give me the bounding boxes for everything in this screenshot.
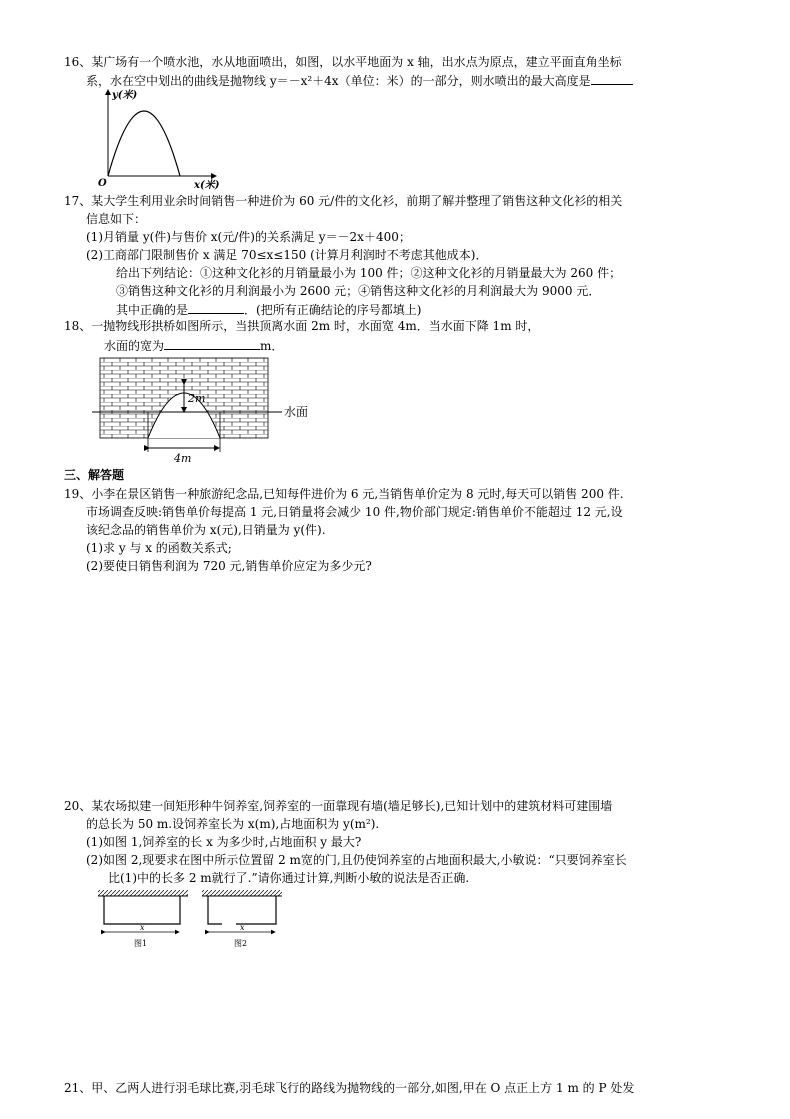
q17-answer-suffix: ．(把所有正确结论的序号都填上) <box>244 303 422 317</box>
q18-height-label: 2m <box>188 392 206 405</box>
q16-line2-text: 系，水在空中划出的曲线是抛物线 y＝－x²＋4x（单位：米）的一部分，则水喷出的最大高度是 <box>86 74 591 88</box>
q18-bridge-figure <box>92 354 322 466</box>
q19-line2: 市场调查反映:销售单价每提高 1 元,日销量将会减少 10 件,物价部门规定:销售单价不能超过 12 元,设 <box>86 505 623 519</box>
q17-answer-prefix: 其中正确的是 <box>116 303 189 317</box>
q17-line1: 17、某大学生利用业余时间销售一种进价为 60 元/件的文化衫，前期了解并整理了销售这种文化衫的相关 <box>64 194 623 208</box>
q17-answer-blank <box>188 301 244 314</box>
q18-line2-prefix: 水面的宽为 <box>104 339 165 353</box>
section-heading-solutions: 三、解答题 <box>64 468 125 482</box>
q20-fig2-wall <box>202 890 282 896</box>
q20-fig1-wall <box>98 890 188 896</box>
q20-fig2-x-label: x <box>240 923 245 932</box>
q20-fig1-enclosure <box>104 896 180 924</box>
q20-figure1 <box>96 886 192 950</box>
q19-part1: (1)求 y 与 x 的函数关系式; <box>86 541 232 555</box>
q18-answer-blank <box>164 337 260 350</box>
q18-line1: 18、一抛物线形拱桥如图所示，当拱顶离水面 2m 时，水面宽 4m．当水面下降 1m 时， <box>64 319 540 333</box>
q20-fig2-caption: 图2 <box>234 939 248 948</box>
q20-part1: (1)如图 1,饲养室的长 x 为多少时,占地面积 y 最大? <box>86 835 362 849</box>
q20-fig2-enclosure <box>208 896 276 924</box>
q19-part2: (2)要使日销售利润为 720 元,销售单价应定为多少元? <box>86 559 372 573</box>
q18-line2-suffix: m． <box>260 339 284 353</box>
q21-line1: 21、甲、乙两人进行羽毛球比赛,羽毛球飞行的路线为抛物线的一部分,如图,甲在 O 点正上方 1 m 的 P 处发 <box>64 1081 635 1095</box>
q20-fig1-x-label: x <box>140 923 145 932</box>
q18-water-label: 水面 <box>284 405 309 419</box>
q16-x-label: x(米) <box>194 180 220 191</box>
q17-line2: 信息如下： <box>86 212 147 226</box>
q16-origin-label: O <box>98 178 107 189</box>
q17-condition2: (2)工商部门限制售价 x 满足 70≤x≤150 (计算月利润时不考虑其他成本)． <box>86 248 488 262</box>
q19-line1: 19、小李在景区销售一种旅游纪念品,已知每件进价为 6 元,当销售单价定为 8 元时,每天可以销售 200 件. <box>64 487 624 501</box>
q20-line1: 20、某农场拟建一间矩形种牛饲养室,饲养室的一面靠现有墙(墙足够长),已知计划中的建筑材料可建围墙 <box>64 799 613 813</box>
q17-conclusions-2: ③销售这种文化衫的月利润最小为 2600 元；④销售这种文化衫的月利润最大为 9000 元． <box>116 284 601 298</box>
q20-part2-line2: 比(1)中的长多 2 m就行了.”请你通过计算,判断小敏的说法是否正确. <box>108 871 470 885</box>
q17-answer-line <box>116 301 421 318</box>
q16-parabola-figure <box>96 86 222 192</box>
q18-width-label: 4m <box>174 452 192 465</box>
q19-line3: 该纪念品的销售单价为 x(元),日销量为 y(件). <box>86 523 326 537</box>
q16-water-curve <box>108 111 180 176</box>
q20-fig1-caption: 图1 <box>134 939 148 948</box>
q20-figure2 <box>200 886 290 950</box>
q16-line1: 16、某广场有一个喷水池，水从地面喷出，如图，以水平地面为 x 轴，出水点为原点，建立平面直角坐标 <box>64 55 622 69</box>
q16-y-label: y(米) <box>112 90 138 101</box>
q16-answer-blank <box>591 72 633 85</box>
q18-line2 <box>104 337 283 354</box>
q17-condition1: (1)月销量 y(件)与售价 x(元/件)的关系满足 y＝－2x＋400； <box>86 230 411 244</box>
q17-conclusions-1: 给出下列结论：①这种文化衫的月销量最小为 100 件；②这种文化衫的月销量最大为 260 件； <box>116 266 622 280</box>
q20-line2: 的总长为 50 m.设饲养室长为 x(m),占地面积为 y(m²). <box>86 817 380 831</box>
q20-part2-line1: (2)如图 2,现要求在图中所示位置留 2 m宽的门,且仍使饲养室的占地面积最大,小敏说：“只要饲养室长 <box>86 853 627 867</box>
